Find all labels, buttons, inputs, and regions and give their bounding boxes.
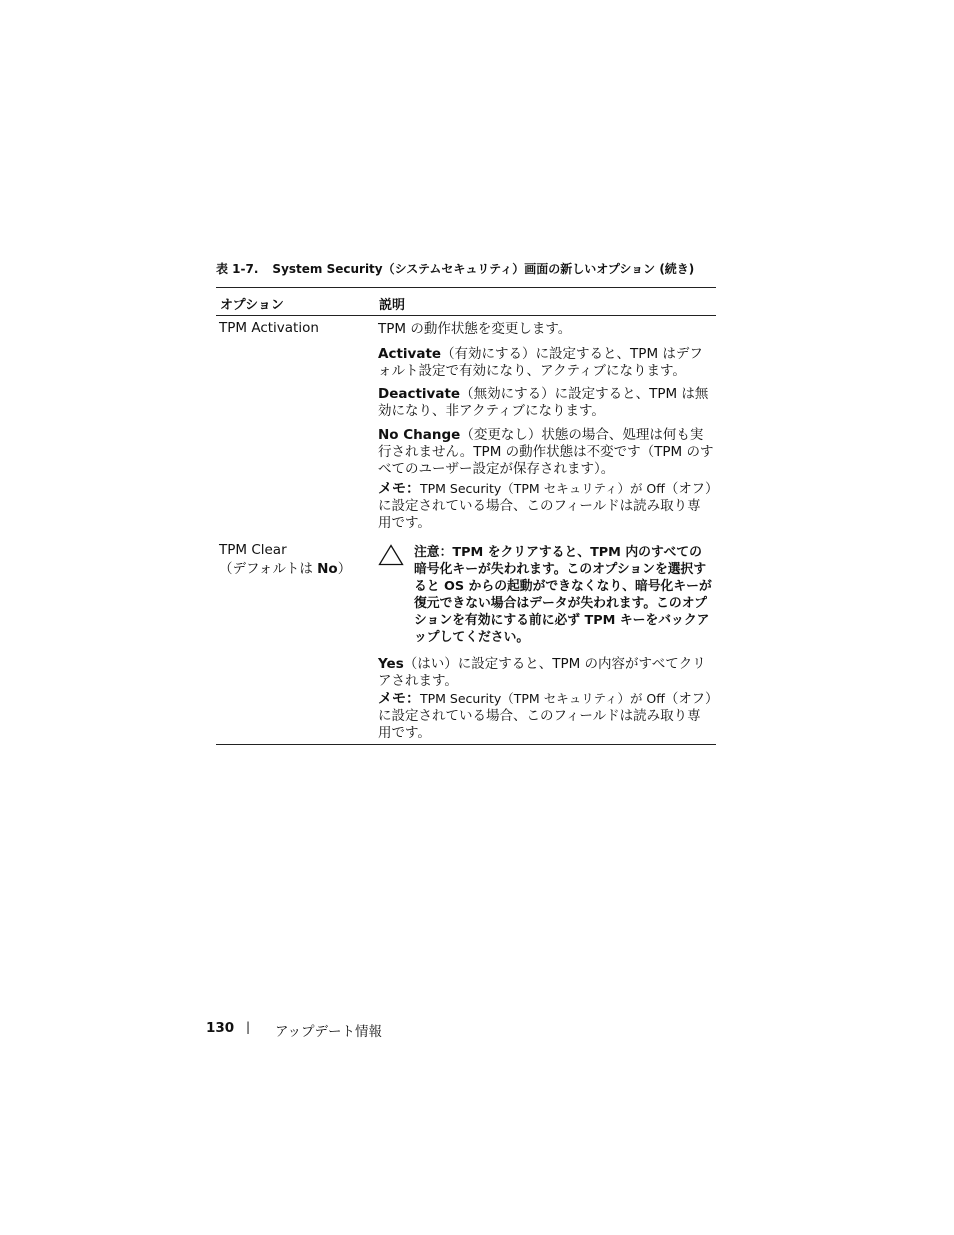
table-header	[216, 288, 716, 315]
option-default: （デフォルトは No）	[219, 561, 352, 577]
page-number: 130	[206, 1020, 235, 1036]
description-activate: Activate（有効にする）に設定すると、TPM はデフォルト設定で有効になり、アクティブになります。	[378, 346, 703, 379]
caution-triangle-icon	[378, 544, 404, 566]
table-row-tpm-clear	[216, 538, 716, 744]
table-row-tpm-activation	[216, 316, 716, 538]
description-deactivate: Deactivate（無効にする）に設定すると、TPM は無効になり、非アクティブになります。	[378, 386, 709, 419]
option-name: TPM Clear （デフォルトは No）	[219, 542, 352, 577]
description-paragraph: TPM の動作状態を変更します。	[378, 321, 572, 337]
caution-text: 注意：TPM をクリアすると、TPM 内のすべての暗号化キーが失われます。このオプションを選択すると OS からの起動ができなくなり、暗号化キーが復元できない場合はデータが失われます。このオプションを有効にする前に必ず TPM キーをバックアップしてください。	[414, 545, 712, 645]
description-no-change: No Change（変更なし）状態の場合、処理は何も実行されません。TPM の動作状態は不変です（TPM のすべてのユーザー設定が保存されます）。	[378, 427, 714, 477]
memo-label: メモ：	[378, 691, 420, 707]
description-yes: Yes（はい）に設定すると、TPM の内容がすべてクリアされます。	[378, 656, 706, 689]
header-description: 説明	[379, 298, 406, 313]
options-table	[216, 287, 716, 745]
memo-note: メモ：TPM Security（TPM セキュリティ）が Off（オフ）に設定されている場合、このフィールドは読み取り専用です。	[378, 481, 712, 531]
memo-label: メモ：	[378, 481, 420, 497]
footer-separator: |	[246, 1020, 251, 1034]
caption-number: 表 1-7.	[216, 262, 259, 276]
caption-title: System Security（システムセキュリティ）画面の新しいオプション (続き)	[272, 262, 695, 276]
table-bottom-rule	[216, 744, 716, 745]
memo-note: メモ：TPM Security（TPM セキュリティ）が Off（オフ）に設定されている場合、このフィールドは読み取り専用です。	[378, 691, 712, 741]
header-option: オプション	[220, 298, 284, 313]
footer-title: アップデート情報	[275, 1024, 383, 1040]
table-caption	[216, 260, 694, 277]
option-name: TPM Activation	[219, 320, 319, 336]
